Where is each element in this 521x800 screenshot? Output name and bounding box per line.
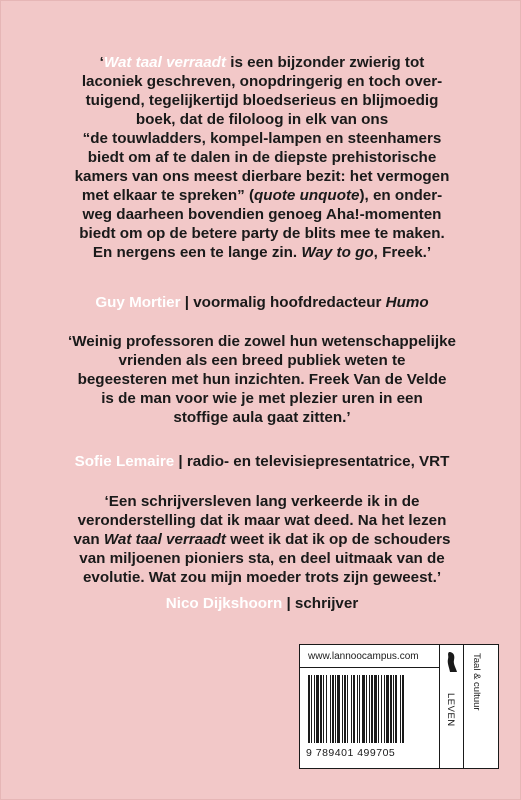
barcode-bar: [366, 675, 367, 743]
quote-text: weg daarheen bovendien genoeg Aha!-momenten: [82, 206, 442, 223]
isbn-number: 9 789401 499705: [306, 747, 396, 759]
barcode-bar: [323, 675, 324, 743]
quote-italic: Wat taal verraadt: [103, 531, 226, 548]
quote-text: weet ik dat ik op de schouders: [226, 531, 451, 548]
barcode-bar: [308, 675, 310, 743]
quote-text: van miljoenen pioniers sta, en deel uitmaak van de: [79, 550, 445, 567]
barcode-bar: [347, 675, 348, 743]
quote-text: En nergens een te lange zin.: [92, 244, 302, 261]
barcode-bar: [316, 675, 319, 743]
quote-text: boek, dat de filoloog in elk van ons: [135, 111, 389, 128]
barcode-bar: [326, 675, 327, 743]
attribution-nico-dijkshoorn: [47, 594, 477, 613]
quote-text: begeesteren met hun inzichten. Freek Van de Velde: [77, 371, 447, 388]
quote-text: van: [73, 531, 104, 548]
quote-text: met elkaar te spreken” (: [81, 187, 255, 204]
quote-italic: Way to go: [301, 244, 374, 261]
author-role: | radio- en televisiepresentatrice, VRT: [174, 453, 450, 470]
lannoo-logo-icon: [445, 651, 459, 673]
quote-text: biedt om af te dalen in de diepste prehistorische: [87, 149, 437, 166]
barcode-bar: [395, 675, 397, 743]
barcode-bar: [371, 675, 373, 743]
publisher-url: www.lannoocampus.com: [308, 651, 419, 662]
barcode-bar: [384, 675, 385, 743]
barcode-bar: [332, 675, 334, 743]
barcode-bar: [400, 675, 401, 743]
barcode-bar: [351, 675, 352, 743]
barcode: [308, 675, 434, 743]
barcode-bar: [314, 675, 315, 743]
author-name: Sofie Lemaire: [74, 453, 175, 470]
barcode-bar: [386, 675, 389, 743]
barcode-bar: [353, 675, 355, 743]
series-label: LEVEN: [445, 693, 456, 727]
barcode-bar: [320, 675, 322, 743]
barcode-bar: [344, 675, 346, 743]
divider: [300, 667, 439, 668]
attribution-guy-mortier: [47, 293, 477, 312]
quote-italic: quote unquote: [254, 187, 360, 204]
quote-text: stoffige aula gaat zitten.’: [173, 409, 351, 426]
quote-sofie-lemaire: [47, 332, 477, 427]
barcode-bar: [381, 675, 382, 743]
category-label: Taal & cultuur: [471, 653, 482, 711]
quote-text: ‘Een schrijversleven lang verkeerde ik in de: [104, 493, 420, 510]
author-name: Guy Mortier: [95, 294, 181, 311]
barcode-bar: [330, 675, 331, 743]
quote-text: ‘Weinig professoren die zowel hun wetenschappelijke: [68, 333, 456, 350]
quote-text: kamers van ons meest dierbare bezit: het vermogen: [74, 168, 450, 185]
quote-text: veronderstelling dat ik maar wat deed. Na het lezen: [77, 512, 447, 529]
quote-nico-dijkshoorn: [47, 492, 477, 587]
barcode-bar: [374, 675, 377, 743]
barcode-bar: [402, 675, 404, 743]
barcode-bar: [369, 675, 370, 743]
author-name: Nico Dijkshoorn: [165, 595, 283, 612]
barcode-bar: [378, 675, 379, 743]
barcode-bar: [362, 675, 365, 743]
barcode-bar: [311, 675, 312, 743]
barcode-bar: [357, 675, 358, 743]
quote-text: evolutie. Wat zou mijn moeder trots zijn geweest.’: [82, 569, 442, 586]
author-role: | schrijver: [282, 595, 359, 612]
divider: [463, 645, 464, 768]
quote-text: ), en onder-: [359, 187, 443, 204]
quote-text: biedt om op de betere party de blits mee te maken.: [79, 225, 445, 242]
divider: [439, 645, 440, 768]
author-role: | voormalig hoofdredacteur: [180, 294, 386, 311]
barcode-bar: [337, 675, 340, 743]
barcode-bar: [393, 675, 394, 743]
barcode-bar: [335, 675, 336, 743]
quote-text: vrienden als een breed publiek weten te: [118, 352, 406, 369]
quote-text: tuigend, tegelijkertijd bloedserieus en blijmoedig: [85, 92, 439, 109]
barcode-bar: [390, 675, 392, 743]
attribution-sofie-lemaire: [47, 452, 477, 471]
quote-text: laconiek geschreven, onopdringerig en toch over-: [81, 73, 443, 90]
quote-text: “de touwladders, kompel-lampen en steenhamers: [82, 130, 442, 147]
quote-open-mark: ‘: [99, 54, 104, 71]
barcode-panel: [299, 644, 499, 769]
author-role-italic: Humo: [385, 294, 429, 311]
book-title-highlight: Wat taal verraadt: [103, 54, 227, 71]
barcode-bar: [342, 675, 343, 743]
barcode-bar: [359, 675, 360, 743]
quote-guy-mortier: [47, 53, 477, 262]
quote-text: , Freek.’: [373, 244, 432, 261]
quote-text: is de man voor wie je met plezier uren in een: [101, 390, 423, 407]
quote-text: is een bijzonder zwierig tot: [226, 54, 425, 71]
